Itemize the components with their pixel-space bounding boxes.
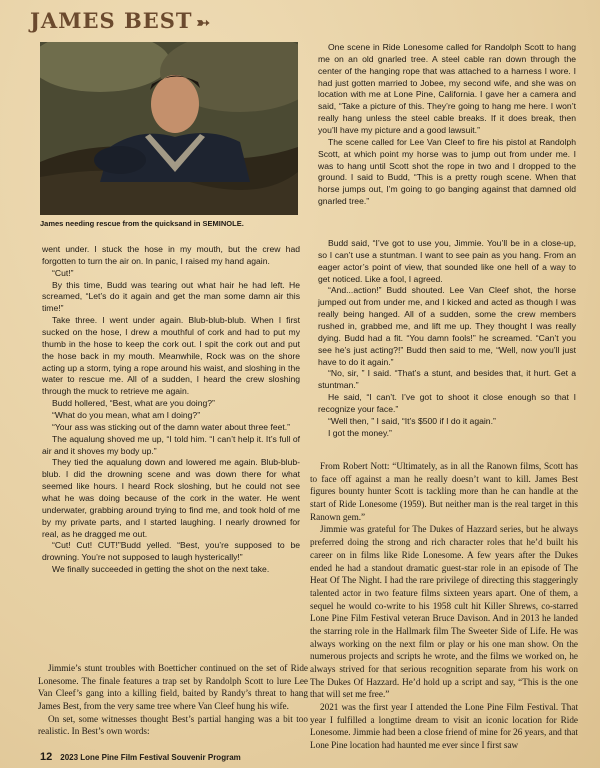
paragraph: “What do you mean, what am I doing?” bbox=[52, 410, 201, 421]
paragraph: He said, “I can’t. I’ve got to shoot it close enough so that I recognize your face.” bbox=[318, 392, 576, 415]
paragraph: We finally succeeded in getting the shot on the next take. bbox=[52, 564, 270, 575]
paragraph: “Your ass was sticking out of the damn water about three feet.” bbox=[52, 421, 291, 432]
page-footer bbox=[40, 751, 241, 763]
paragraph: On set, some witnesses thought Best’s partial hanging was a bit too realistic. In Best’s own words: bbox=[38, 713, 308, 737]
paragraph: Jimmie was grateful for The Dukes of Hazzard series, but he always preferred doing the strong and rich character roles that he’d built his career on in films like Ride Lonesome. A few years after the Dukes ended he had a standout dramatic guest-star role in an episode of The Heat Of The Night. I had the rare privilege of directing this staggeringly talented actor in two feature films sixteen years apart. One of them, a sequel he would co-write to his 1958 cult hit Killer Shrews, co-starred Lone Pine Film Festival veteran Bruce Davison. And in 2013 he landed the starring role in the Hallmark film The Sweeter Side of Life. He was always working on the next film or play or his one man show. On the numerous projects and scripts he wrote, and the films we worked on, he always strived for that serious recognition separate from his work on The Dukes Of Hazzard. He’d hold up a script and say, “This is the one that will set me free.” bbox=[310, 524, 578, 700]
paragraph: 2021 was the first year I attended the Lone Pine Film Festival. That year I fulfilled a longtime dream to visit an iconic location for Ride Lonesome. Jimmie had been a close friend of mine for 26 years, and that Lone Pine location had haunted me ever since I first saw bbox=[310, 702, 578, 751]
paragraph: “And...action!” Budd shouted. Lee Van Cleef shot, the horse jumped out from under me, and I kicked and acted as though I was really being hanged. All of a sudden, some the crew members rushed in, grabbed me, and lift me up. They thought I was really dying. Budd had a fit. “You damn fools!” he screamed. “Can’t you see he’s just acting?!” Budd then said to me, “Well, now you’ll just have to do it again.” bbox=[318, 285, 576, 367]
photo-caption: James needing rescue from the quicksand in SEMINOLE. bbox=[40, 219, 244, 228]
paragraph: “No, sir, ” I said. “That’s a stunt, and besides that, it hurt. Get a stuntman.” bbox=[318, 368, 576, 391]
paragraph: From Robert Nott: “Ultimately, as in all the Ranown films, Scott has to face off against a man he really doesn’t want to kill. James Best figures bounty hunter Scott is tackling more than he can handle at the start of Ride Lonesome (1959). But neither man is the real target in this Ranown gem.” bbox=[310, 461, 578, 522]
paragraph: The scene called for Lee Van Cleef to fire his pistol at Randolph Scott, at which point my horse was to jump out from under me. I was to hang until Scott shot the rope in two and I dropped to the ground. I said to Budd, “This is a pretty rough scene. When that horse jumps out, I’m going to go banging against that damned old gnarled tree.” bbox=[318, 136, 576, 207]
paragraph: “Cut! Cut! CUT!”Budd yelled. “Best, you’re supposed to be drowning. You’re not supposed to laugh hysterically!” bbox=[42, 540, 300, 563]
right-column-mid bbox=[318, 238, 576, 440]
paragraph: Jimmie’s stunt troubles with Boetticher continued on the set of Ride Lonesome. The finale features a trap set by Randolph Scott to lure Lee Van Cleef’s gang into a killing field, baited by Randy’s threat to hang James Best, from the very same tree where Van Cleef hung his wife. bbox=[38, 663, 308, 712]
paragraph: I got the money.” bbox=[328, 427, 392, 438]
paragraph: The aqualung shoved me up, “I told him. “I can’t help it. It’s full of air and it shoves my body up.” bbox=[42, 433, 300, 456]
film-still-photo bbox=[40, 42, 298, 215]
paragraph: “Well then, ” I said, “It’s $500 if I do it again.” bbox=[328, 415, 496, 426]
paragraph: went under. I stuck the hose in my mouth, but the crew had forgotten to turn the air on. In panic, I raised my hand again. bbox=[42, 244, 300, 266]
paragraph: Take three. I went under again. Blub-blub-blub. When I first sucked on the hose, I drew a mouthful of cork and had to put my thumb in the hose to keep the cork out. I spit the cork out and put the hose back in my mouth. Meanwhile, Rock was on the shore acting up a storm, tying a rope around his waist, and sloshing in the water to rescue me. All of a sudden, I heard the crew sloshing through the muck to retrieve me again. bbox=[42, 315, 300, 397]
right-serif-block bbox=[310, 460, 578, 752]
paragraph: Budd hollered, “Best, what are you doing?” bbox=[52, 398, 215, 409]
arrow-icon: ➳ bbox=[196, 13, 211, 32]
page-header bbox=[30, 8, 211, 33]
right-column-top bbox=[318, 42, 576, 208]
left-serif-block bbox=[38, 662, 308, 738]
left-column bbox=[42, 244, 300, 576]
paragraph: By this time, Budd was tearing out what hair he had left. He screamed, “Let’s do it again and get the man some damn air this time!” bbox=[42, 279, 300, 314]
paragraph: Budd said, “I’ve got to use you, Jimmie. You’ll be in a close-up, so I can’t use a stuntman. I want to see pain as you hang. From an eager actor’s point of view, that sounded like one hell of a way to get noticed. Like a fool, I agreed. bbox=[318, 238, 576, 284]
header-title: JAMES BEST bbox=[30, 8, 193, 33]
page-number: 12 bbox=[40, 751, 53, 763]
paragraph: They tied the aqualung down and lowered me again. Blub-blub-blub. I did the drowning scene and was down there for what seemed like hours. I heard Rock sloshing, but he could not see what he was doing because of the cork in the water. He went underwater, grabbing around trying to find me, and took hold of me by my private parts, and I started laughing. I nearly drowned for real, as he dragged me out. bbox=[42, 457, 300, 539]
paragraph: One scene in Ride Lonesome called for Randolph Scott to hang me on an old gnarled tree. A steel cable ran down through the center of the hanging rope that was attached to a harness I wore. I had just gotten married to Jobee, my second wife, and she was on location with me at Lone Pine, California. I gave her a camera and said, “Take a picture of this. They’re going to hang me here. I won’t really hang unless the steel cable breaks. If it does break, then you’ll have my picture and a good lawsuit.” bbox=[318, 42, 576, 136]
paragraph: “Cut!” bbox=[52, 267, 74, 278]
publication-title: 2023 Lone Pine Film Festival Souvenir Program bbox=[60, 753, 241, 762]
